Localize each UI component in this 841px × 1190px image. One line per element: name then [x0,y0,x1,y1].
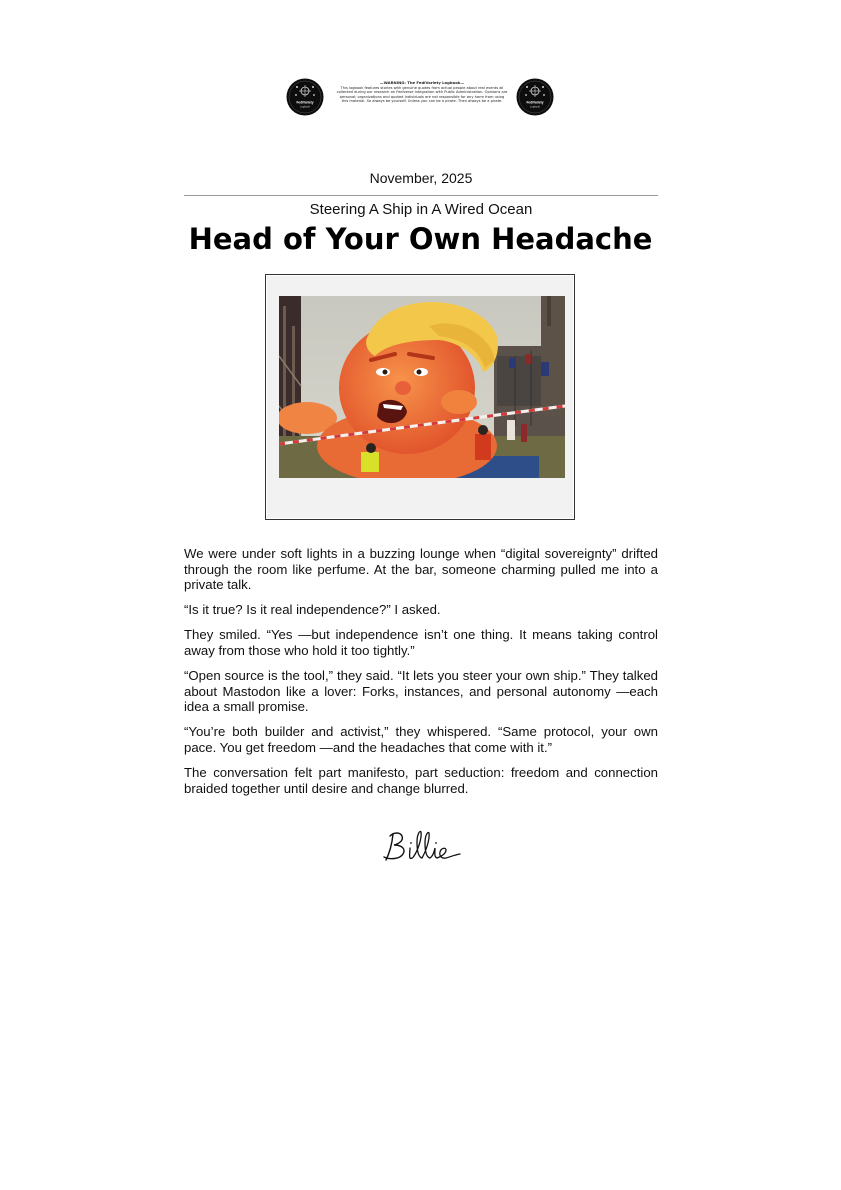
inflatable-baby-balloon-photo [279,296,565,478]
warning-title: —WARNING: The FediVariety Logbook— [379,80,465,85]
svg-text:Logbook: Logbook [300,105,310,109]
handwritten-signature [380,824,480,868]
paragraph: “Open source is the tool,” they said. “It lets you steer your own ship.” They talked about Mastodon like a lover: Forks, instances, and personal autonomy —each idea a small promise. [184,668,658,715]
warning-notice [336,81,508,104]
article-body [184,546,658,806]
warning-text: This logbook features stories with genuine quotes from actual people about real events all collected during our research on Fediverse integration with Public Administration. Opinions are personal; organizations and quoted individuals are not responsible for any harm from using this material. So always be yourself. Unless you can be a pirate. Then always be a pirate. [336,85,508,104]
divider [184,195,658,196]
logbook-header [286,78,556,118]
paragraph: We were under soft lights in a buzzing lounge when “digital sovereignty” drifted through the room like perfume. At the bar, someone charming pulled me into a private talk. [184,546,658,593]
photo-frame [265,274,575,520]
article-title: Head of Your Own Headache [188,222,653,256]
paragraph: “Is it true? Is it real independence?” I asked. [184,602,441,618]
paragraph: “You’re both builder and activist,” they whispered. “Same protocol, your own pace. You get freedom —and the headaches that come with it.” [184,724,658,755]
paragraph: The conversation felt part manifesto, part seduction: freedom and connection braided together until desire and change blurred. [184,765,658,796]
svg-text:FediVariety: FediVariety [296,100,314,105]
svg-text:FediVariety: FediVariety [526,100,544,105]
seal-logo-left [286,78,324,116]
svg-text:Logbook: Logbook [530,105,540,109]
paragraph: They smiled. “Yes —but independence isn’t one thing. It means taking control away from those who hold it too tightly.” [184,627,658,658]
issue-date: November, 2025 [369,170,473,186]
polaroid-print [267,276,573,518]
article-kicker: Steering A Ship in A Wired Ocean [309,201,533,218]
seal-logo-right [516,78,554,116]
